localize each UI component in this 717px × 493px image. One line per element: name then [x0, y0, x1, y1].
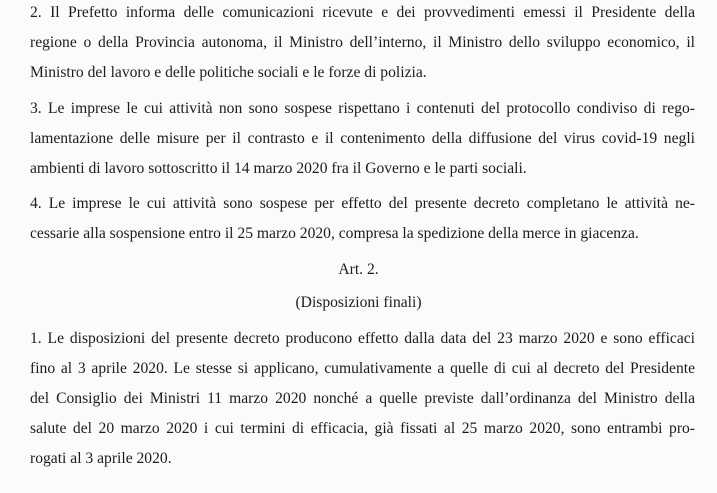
paragraph-3-line-1: 3. Le imprese le cui attività non sono sospese rispettano i contenuti del protocollo condiviso di rego-	[30, 100, 695, 117]
final-paragraph-line-2: fino al 3 aprile 2020. Le stesse si applicano, cumulativamente a quelle di cui al decreto del Presidente	[30, 360, 695, 377]
article-heading: (Disposizioni finali)	[295, 294, 422, 311]
paragraph-4-line-1: 4. Le imprese le cui attività sono sospese per effetto del presente decreto completano le attività ne-	[30, 195, 695, 212]
final-paragraph-line-3: del Consiglio dei Ministri 11 marzo 2020 nonché a quelle previste dall’ordinanza del Ministro della	[30, 390, 695, 407]
paragraph-2-line-2: regione o della Provincia autonoma, il Ministro dell’interno, il Ministro dello sviluppo economico, il	[30, 34, 695, 51]
paragraph-4-line-2: cessarie alla sospensione entro il 25 marzo 2020, compresa la spedizione della merce in giacenza.	[30, 225, 639, 242]
final-paragraph-line-5: rogati al 3 aprile 2020.	[30, 450, 172, 467]
paragraph-2-line-3: Ministro del lavoro e delle politiche sociali e le forze di polizia.	[30, 64, 427, 81]
final-paragraph-line-4: salute del 20 marzo 2020 i cui termini di efficacia, già fissati al 25 marzo 2020, sono entrambi pro-	[30, 420, 695, 437]
final-paragraph-line-1: 1. Le disposizioni del presente decreto producono effetto dalla data del 23 marzo 2020 e sono efficaci	[30, 330, 695, 347]
paragraph-3-line-3: ambienti di lavoro sottoscritto il 14 marzo 2020 fra il Governo e le parti sociali.	[30, 160, 527, 177]
paragraph-3-line-2: lamentazione delle misure per il contrasto e il contenimento della diffusione del virus covid-19 negli	[30, 130, 695, 147]
article-number: Art. 2.	[338, 261, 379, 278]
paragraph-2-line-1: 2. Il Prefetto informa delle comunicazioni ricevute e dei provvedimenti emessi il Presidente della	[30, 4, 695, 21]
